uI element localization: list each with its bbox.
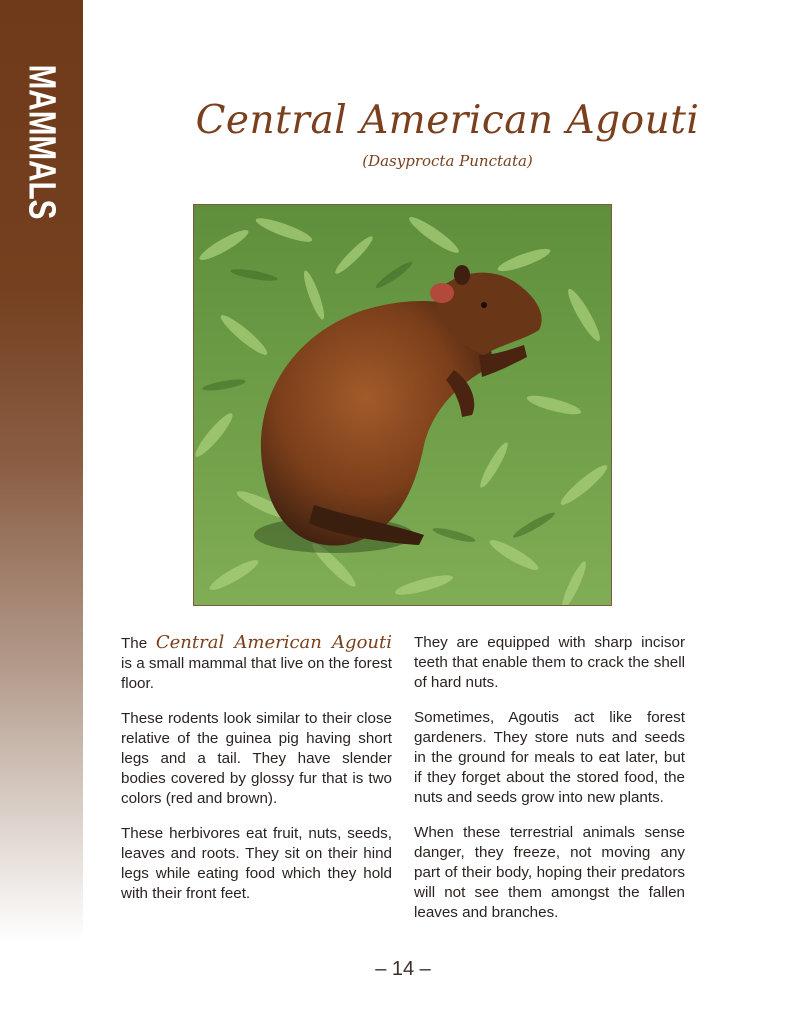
scientific-name: (Dasyprocta Punctata) [362, 152, 533, 170]
page-number: – 14 – [375, 958, 431, 980]
text-column-left [121, 633, 392, 919]
intro-animal-name: Central American Agouti [155, 632, 393, 653]
agouti-illustration [194, 205, 612, 606]
text-column-right [414, 633, 685, 938]
paragraph-appearance: These rodents look similar to their close relative of the guinea pig having short legs and a tail. They have slender bodies covered by glossy fur that is two colors (red and brown). [121, 710, 392, 807]
paragraph-intro [121, 633, 392, 694]
paragraph-danger: When these terrestrial animals sense danger, they freeze, not moving any part of their body, hoping their predators will not see them amongst the fallen leaves and branches. [414, 824, 685, 921]
paragraph-teeth: They are equipped with sharp incisor teeth that enable them to crack the shell of hard nuts. [414, 634, 685, 691]
page-title: Central American Agouti [195, 98, 700, 143]
paragraph-diet: These herbivores eat fruit, nuts, seeds, leaves and roots. They sit on their hind legs while eating food which they hold with their front feet. [121, 825, 392, 902]
paragraph-gardeners: Sometimes, Agoutis act like forest gardeners. They store nuts and seeds in the ground for meals to eat later, but if they forget about the stored food, the nuts and seeds grow into new plants. [414, 709, 685, 806]
section-label: MAMMALS [20, 64, 63, 220]
intro-suffix: is a small mammal that live on the forest floor. [121, 655, 392, 692]
intro-prefix: The [121, 635, 156, 652]
agouti-photo [193, 204, 612, 606]
